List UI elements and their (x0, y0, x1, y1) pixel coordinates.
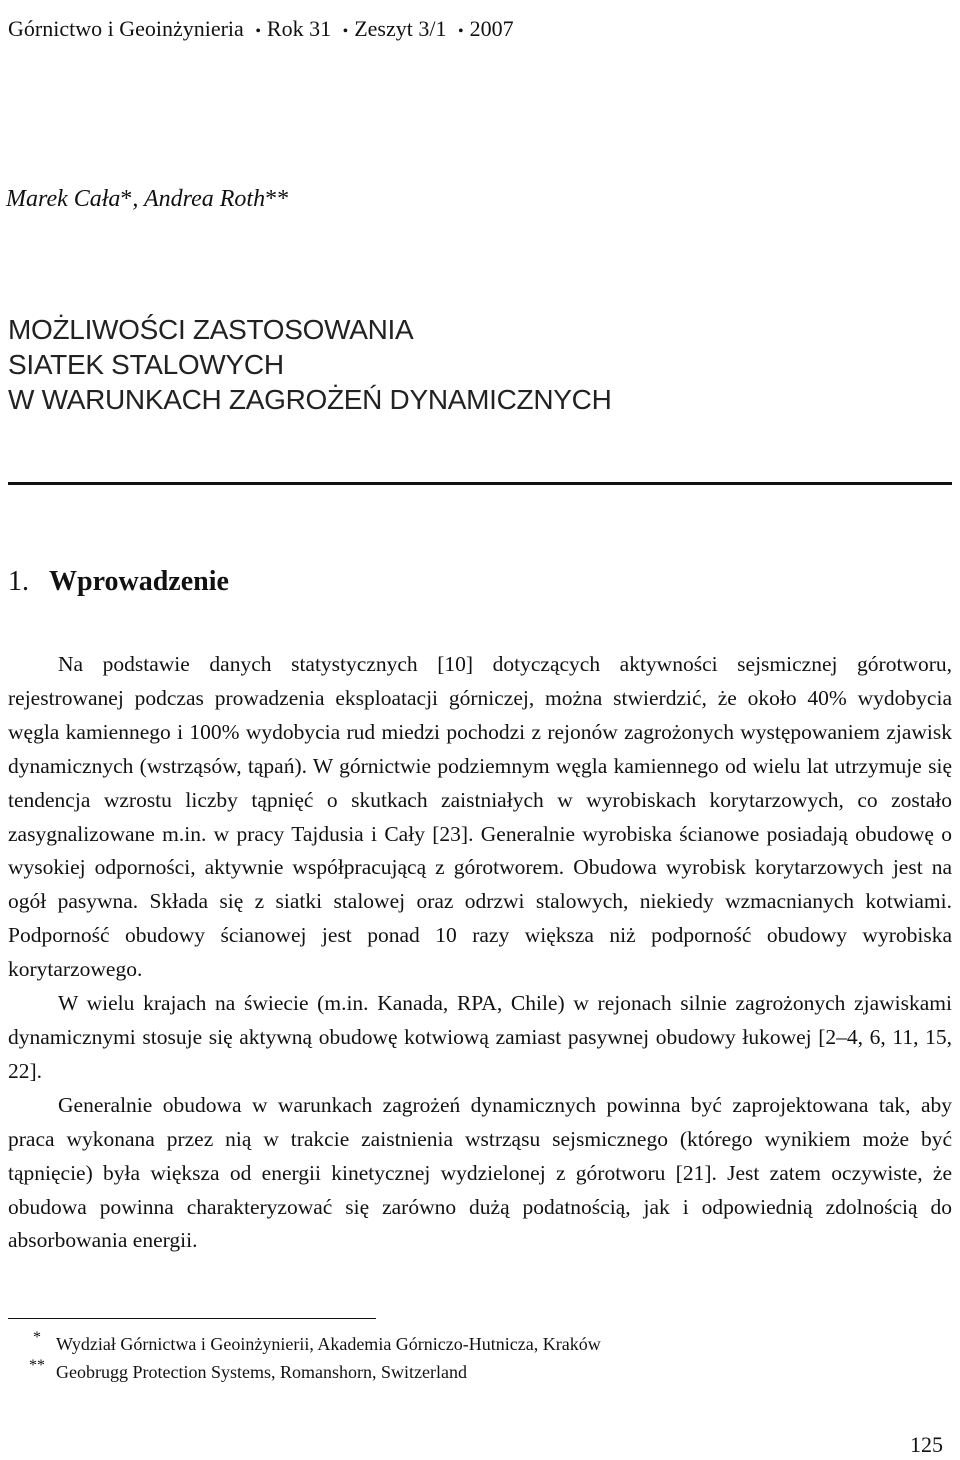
footnote-text: Geobrugg Protection Systems, Romanshorn, Switzerland (56, 1362, 467, 1382)
section-title: Wprowadzenie (49, 566, 229, 597)
issue-label: Zeszyt 3/1 (354, 16, 447, 41)
page-number: 125 (910, 1432, 943, 1457)
author-separator: , (132, 186, 144, 212)
title-divider (8, 482, 952, 485)
title-line: SIATEK STALOWYCH (8, 349, 284, 380)
paragraph: W wielu krajach na świecie (m.in. Kanada, RPA, Chile) w rejonach silnie zagrożonych zjawiskami dynamicznymi stosuje się aktywną obudowę kotwiową zamiast pasywnej obudowy łukowej [2–4, 6, 11, 15, 22]. (8, 991, 952, 1083)
volume-year-label: Rok 31 (266, 16, 332, 41)
footnotes (22, 1330, 601, 1386)
footnote-mark: * (33, 1329, 41, 1346)
footnote-divider (8, 1318, 376, 1319)
body-text (8, 648, 952, 1258)
author-line (6, 182, 289, 216)
bullet-separator: • (457, 23, 464, 40)
article-title (8, 312, 612, 417)
paragraph: Na podstawie danych statystycznych [10] dotyczących aktywności sejsmicznej górotworu, rejestrowanej podczas prowadzenia eksploatacji górniczej, można stwierdzić, że około 40% wydobycia węgla kamiennego i 100% wydobycia rud miedzi pochodzi z rejonów zagrożonych występowaniem zjawisk dynamicznych (wstrząsów, tąpań). W górnictwie podziemnym węgla kamiennego od wielu lat utrzymuje się tendencja wzrostu liczby tąpnięć o skutkach zaistniałych w wyrobiskach korytarzowych, co zostało zasygnalizowane m.in. w pracy Tajdusia i Cały [23]. Generalnie wyrobiska ścianowe posiadają obudowę o wysokiej odporności, aktywnie współpracującą z górotworem. Obudowa wyrobisk korytarzowych jest na ogół pasywna. Składa się z siatki stalowej oraz odrzwi stalowych, niekiedy wzmacnianych kotwiami. Podporność obudowy ścianowej jest ponad 10 razy większa niż podporność obudowy wyrobiska korytarzowego. (8, 652, 952, 982)
author-affiliation-mark: * (120, 186, 133, 212)
paragraph: Generalnie obudowa w warunkach zagrożeń dynamicznych powinna być zaprojektowana tak, aby praca wykonana przez nią w trakcie zaistnienia wstrząsu sejsmicznego (którego wynikiem może być tąpnięcie) była większa od energii kinetycznej wydzielonej z górotworu [21]. Jest zatem oczywiste, że obudowa powinna charakteryzować się zarówno dużą podatnością, jak i odpowiednią zdolnością do absorbowania energii. (8, 1092, 952, 1253)
author-affiliation-mark: ** (265, 186, 290, 212)
footnote (22, 1358, 601, 1386)
author-name: Andrea Roth (144, 186, 266, 212)
bullet-separator: • (255, 23, 261, 40)
running-header (8, 14, 514, 47)
publication-year: 2007 (469, 16, 514, 41)
footnote-text: Wydział Górnictwa i Geoinżynierii, Akademia Górniczo-Hutnicza, Kraków (56, 1334, 601, 1354)
section-number: 1. (8, 566, 29, 597)
title-line: MOŻLIWOŚCI ZASTOSOWANIA (8, 314, 414, 345)
footnote (22, 1330, 601, 1358)
author-name: Marek Cała (6, 186, 121, 212)
footnote-mark: ** (29, 1357, 45, 1374)
bullet-separator: • (342, 23, 349, 40)
journal-name: Górnictwo i Geoinżynieria (8, 16, 244, 41)
title-line: W WARUNKACH ZAGROŻEŃ DYNAMICZNYCH (8, 384, 612, 415)
section-heading (8, 564, 229, 600)
